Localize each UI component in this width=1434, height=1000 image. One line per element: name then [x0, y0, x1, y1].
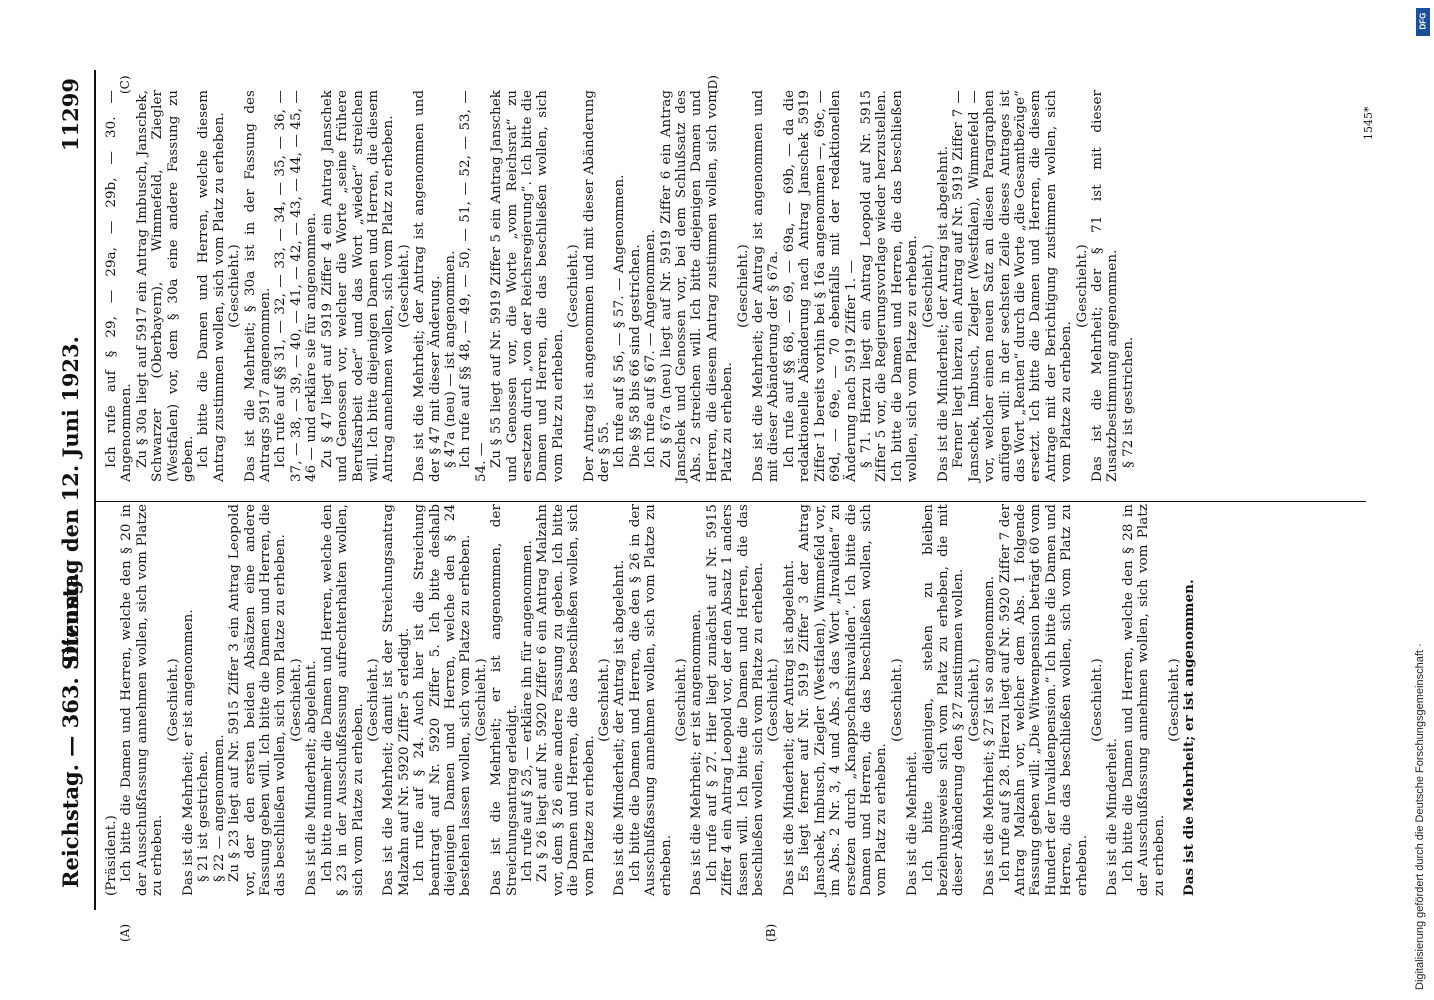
paragraph: Ferner liegt hierzu ein Antrag auf Nr. 5919 Ziffer 7 — Janschek, Imbusch, Ziegler (Westfalen), Wimmefeld — vor, welcher einen neuen Satz an diesen Paragraphen anfügen will: in der sechsten Zeile dieses Antrages ist das Wort „Renten“ durch die Worte „die Gesamtbezüge“ ersetzt. Ich bitte die Damen und Herren, die diesem Antrage mit der Berichtigung zustimmen wollen, sich vom Platze zu erheben. — [951, 90, 1075, 482]
paragraph: Ich rufe auf § 56, — § 57. — Angenommen. — [612, 174, 628, 468]
paragraph: Ich rufe auf § 67. — Angenommen. — [643, 229, 659, 468]
header-date: Dienstag den 12. Juni 1923. — [58, 336, 83, 664]
paragraph: Das ist die Minderheit; abgelehnt. — [304, 660, 320, 896]
paragraph: (Geschieht.) — [566, 244, 582, 328]
paragraph: Die §§ 58 bis 66 sind gestrichen. — [627, 244, 643, 468]
paragraph: Das ist die Minderheit; der Antrag ist abgelehnt. — [781, 559, 797, 896]
header-rule — [94, 70, 96, 910]
paragraph: Das ist die Mehrheit; § 27 ist so angenommen. — [982, 575, 998, 896]
paragraph: Das ist die Mehrheit; er ist angenommen, der Streichungsantrag erledigt. — [489, 504, 520, 896]
paragraph: § 72 ist gestrichen. — [1120, 336, 1136, 468]
paragraph: (Geschieht.) — [165, 658, 181, 742]
paragraph: Zu § 47 liegt auf 5919 Ziffer 4 ein Antrag Janschek und Genossen vor, welcher die Worte „seine frühere Berufsarbeit oder“ und das Wort „wieder“ streichen will. Ich bitte diejenigen Damen und Herren, die diesem Antrag annehmen wollen, sich vom Platz zu erheben. — [319, 90, 397, 482]
header-session: Reichstag. — 363. Sitzung. — [58, 572, 83, 888]
paragraph: (Geschieht.) — [1090, 658, 1105, 742]
paragraph: (Geschieht.) — [396, 244, 412, 328]
paragraph: Ich bitte die Damen und Herren, welche diesem Antrag zustimmen wollen, sich vom Platz zu erheben. — [196, 90, 227, 482]
paragraph: Das ist die Mehrheit; er ist angenommen. — [689, 609, 705, 896]
paragraph: § 21 ist gestrichen. — [196, 750, 212, 882]
paragraph: Zu § 30a liegt auf 5917 ein Antrag Imbusch, Janschek, Schwarzer (Oberbayern), Wimmefeld, Ziegler (Westfalen) vor, dem § 30a eine andere Fassung zu geben. — [134, 90, 197, 482]
paragraph: Es liegt ferner auf Nr. 5919 Ziffer 3 der Antrag Janschek, Imbusch, Ziegler (Westfalen), Wimmefeld vor, im Abs. 2 Nr. 3, 4 und Abs. 3 das Wort „Invaliden“ zu ersetzen durch „Knappschaftsinvaliden“. Ich bitte die Damen und Herren, die das beschließen wollen, sich vom Platz zu erheben. — [797, 504, 890, 896]
paragraph: Ich rufe auf § 27. Hier liegt zunächst auf Nr. 5915 Ziffer 4 ein Antrag Leopold vor, der den Absatz 1 anders fassen will. Ich bitte die Damen und Herren, die das beschließen wollen, sich vom Platze zu erheben. — [704, 504, 767, 896]
paragraph: Zu § 26 liegt auf Nr. 5920 Ziffer 6 ein Antrag Malzahn vor, dem § 26 eine andere Fassung zu geben. Ich bitte die Damen und Herren, die das beschließen wollen, sich vom Platze zu erheben. — [535, 504, 597, 896]
paragraph: § 22 — angenommen. — [211, 734, 227, 882]
paragraph: Das ist die Mehrheit; § 30a ist in der Fassung des Antrags 5917 angenommen. — [242, 90, 274, 482]
margin-marker-b: (B) — [764, 923, 778, 942]
margin-marker-d: (D) — [706, 75, 720, 94]
paragraph: Zu § 67a (neu) liegt auf Nr. 5919 Ziffer 6 ein Antrag Janschek und Genossen vor, bei dem Schlußsatz des Abs. 2 streichen will. Ich bitte diejenigen Damen und Herren, die diesem Antrag zustimmen wollen, sich vom Platz zu erheben. — [658, 90, 736, 482]
paragraph: Das ist die Mehrheit; damit ist der Streichungsantrag Malzahn auf Nr. 5920 Ziffer 5 erledigt. — [381, 504, 412, 896]
paragraph: (Geschieht.) — [597, 658, 612, 742]
digitization-sidebar — [1410, 10, 1430, 990]
paragraph: Ich rufe auf §§ 48, — 49, — 50, — 51, — 52, — 53, — 54. — — [458, 90, 489, 482]
paragraph: Zu § 55 liegt auf Nr. 5919 Ziffer 5 ein Antrag Janschek und Genossen vor, die Worte „vom Reichsrat“ zu ersetzen durch „von der Reichsregierung“. Ich bitte die Damen und Herren, die das beschließen wollen, sich vom Platz zu erheben. — [489, 90, 566, 482]
paragraph: Ich rufe auf § 28. Hierzu liegt auf Nr. 5920 Ziffer 7 der Antrag Malzahn vor, welcher dem Abs. 1 folgende Fassung geben will: „Die Witwenpension beträgt 60 vom Hundert der Invalidenpension.“ Ich bitte die Damen und Herren, die das beschließen wollen, sich vom Platz zu erheben. — [997, 504, 1090, 896]
paragraph: Ich rufe auf § 29, — 29a, — 29b, — 30. — Angenommen. — [104, 90, 135, 482]
paragraph: (Geschieht.) — [473, 658, 489, 742]
paragraph: (Geschieht.) — [735, 244, 751, 328]
paragraph: Das ist die Mehrheit; er ist angenommen. — [1181, 579, 1198, 896]
paragraph: Ich bitte die Damen und Herren, welche den § 28 in der Ausschußfassung annehmen wollen, sich vom Platz zu erheben. — [1120, 504, 1167, 896]
paragraph: Das ist die Mehrheit; der Antrag ist angenommen und der § 47 mit dieser Änderung. — [412, 90, 443, 482]
dfg-logo-text: DFG — [1418, 12, 1428, 30]
paragraph: Ich rufe auf § 24. Auch hier ist die Streichung beantragt auf Nr. 5920 Ziffer 5. Ich bitte deshalb diejenigen Damen und Herren, welche den § 24 bestehen lassen wollen, sich vom Platze zu erheben. — [412, 504, 474, 896]
digitization-credit: Digitalisierung gefördert durch die Deutsche Forschungsgemeinschaft · — [1414, 643, 1426, 990]
paragraph: (Geschieht.) — [889, 658, 905, 742]
paragraph: (Geschieht.) — [1074, 244, 1090, 328]
header-page-number: 11299 — [58, 78, 83, 152]
paragraph: Ich rufe auf § 25, — erkläre ihn für angenommen. — [519, 540, 535, 882]
paragraph: (Geschieht.) — [365, 658, 381, 742]
paragraph: (Geschieht.) — [227, 244, 243, 328]
paragraph: § 71. Hierzu liegt ein Antrag Leopold auf Nr. 5915 Ziffer 5 vor, die Regierungsvorlage wieder herzustellen. Ich bitte die Damen und Herren, die das beschließen wollen, sich vom Platze zu erheben. — [858, 90, 921, 482]
paragraph: (Geschieht.) — [920, 244, 936, 328]
paragraph: (Geschieht.) — [288, 658, 304, 742]
paragraph: Das ist die Minderheit; der Antrag ist abgelehnt. — [935, 145, 951, 482]
paragraph: Ich bitte die Damen und Herren, die den § 26 in der Ausschußfassung annehmen wollen, sich vom Platze zu erheben. — [627, 504, 674, 896]
paragraph: (Geschieht.) — [674, 658, 690, 742]
paragraph: (Geschieht.) — [766, 658, 782, 742]
page-reference: 1545* — [1362, 106, 1375, 140]
paragraph: Ich bitte diejenigen, stehen zu bleiben beziehungsweise sich vom Platz zu erheben, die mit dieser Abänderung den § 27 zustimmen wollen. — [920, 504, 967, 896]
paragraph: Das ist die Minderheit. — [1105, 738, 1121, 896]
paragraph: (Geschieht.) — [966, 658, 982, 742]
paragraph: Ich bitte die Damen und Herren, welche den § 20 in der Ausschußfassung annehmen wollen, sich vom Platze zu erheben. — [119, 504, 166, 896]
paragraph: Der Antrag ist angenommen und mit dieser Abänderung der § 55. — [581, 90, 612, 482]
right-column — [104, 90, 1136, 482]
paragraph: (Geschieht.) — [1167, 658, 1183, 742]
paragraph: Ich rufe auf §§ 31, — 32, — 33, — 34, — 35, — 36, — 37, — 38, — 39, — 40, — 41, — 42, — 43, — 44, — 45, — 46 — und erkläre sie für angenommen. — [273, 90, 320, 482]
column-divider — [96, 501, 1366, 502]
paragraph: Das ist die Mehrheit. — [905, 751, 921, 896]
paragraph: Ich bitte nunmehr die Damen und Herren, welche den § 23 in der Ausschußfassung aufrechterhalten wollen, sich vom Platze zu erheben. — [319, 504, 366, 896]
paragraph: Das ist die Minderheit; der Antrag ist abgelehnt. — [612, 559, 628, 896]
paragraph: Ich rufe auf §§ 68, — 69, — 69a, — 69b, — da die redaktionelle Abänderung nach Antrag Janschek 5919 Ziffer 1 bereits vorhin bei § 16a angenommen —, 69c, — 69d, — 69e, — 70 ebenfalls mit der redaktionellen Änderung nach 5919 Ziffer 1. — — [781, 90, 859, 482]
paragraph: Das ist die Mehrheit; der Antrag ist angenommen und mit dieser Abänderung der § 67a. — [751, 90, 782, 482]
dfg-logo — [1416, 8, 1430, 36]
paragraph: § 47a (neu) — ist angenommen. — [442, 250, 458, 468]
left-column — [104, 504, 1198, 896]
margin-marker-c: (C) — [118, 75, 132, 94]
paragraph: (Präsident.) — [104, 815, 119, 896]
paragraph: Das ist die Mehrheit; er ist angenommen. — [181, 609, 197, 896]
margin-marker-a: (A) — [118, 923, 132, 942]
paragraph: Zu § 23 liegt auf Nr. 5915 Ziffer 3 ein Antrag Leopold vor, der den ersten beiden Absätzen eine andere Fassung geben will. Ich bitte die Damen und Herren, die das beschließen wollen, sich vom Platze zu erheben. — [227, 504, 289, 896]
paragraph: Das ist die Mehrheit; der § 71 ist mit dieser Zusatzbestimmung angenommen. — [1090, 90, 1121, 482]
